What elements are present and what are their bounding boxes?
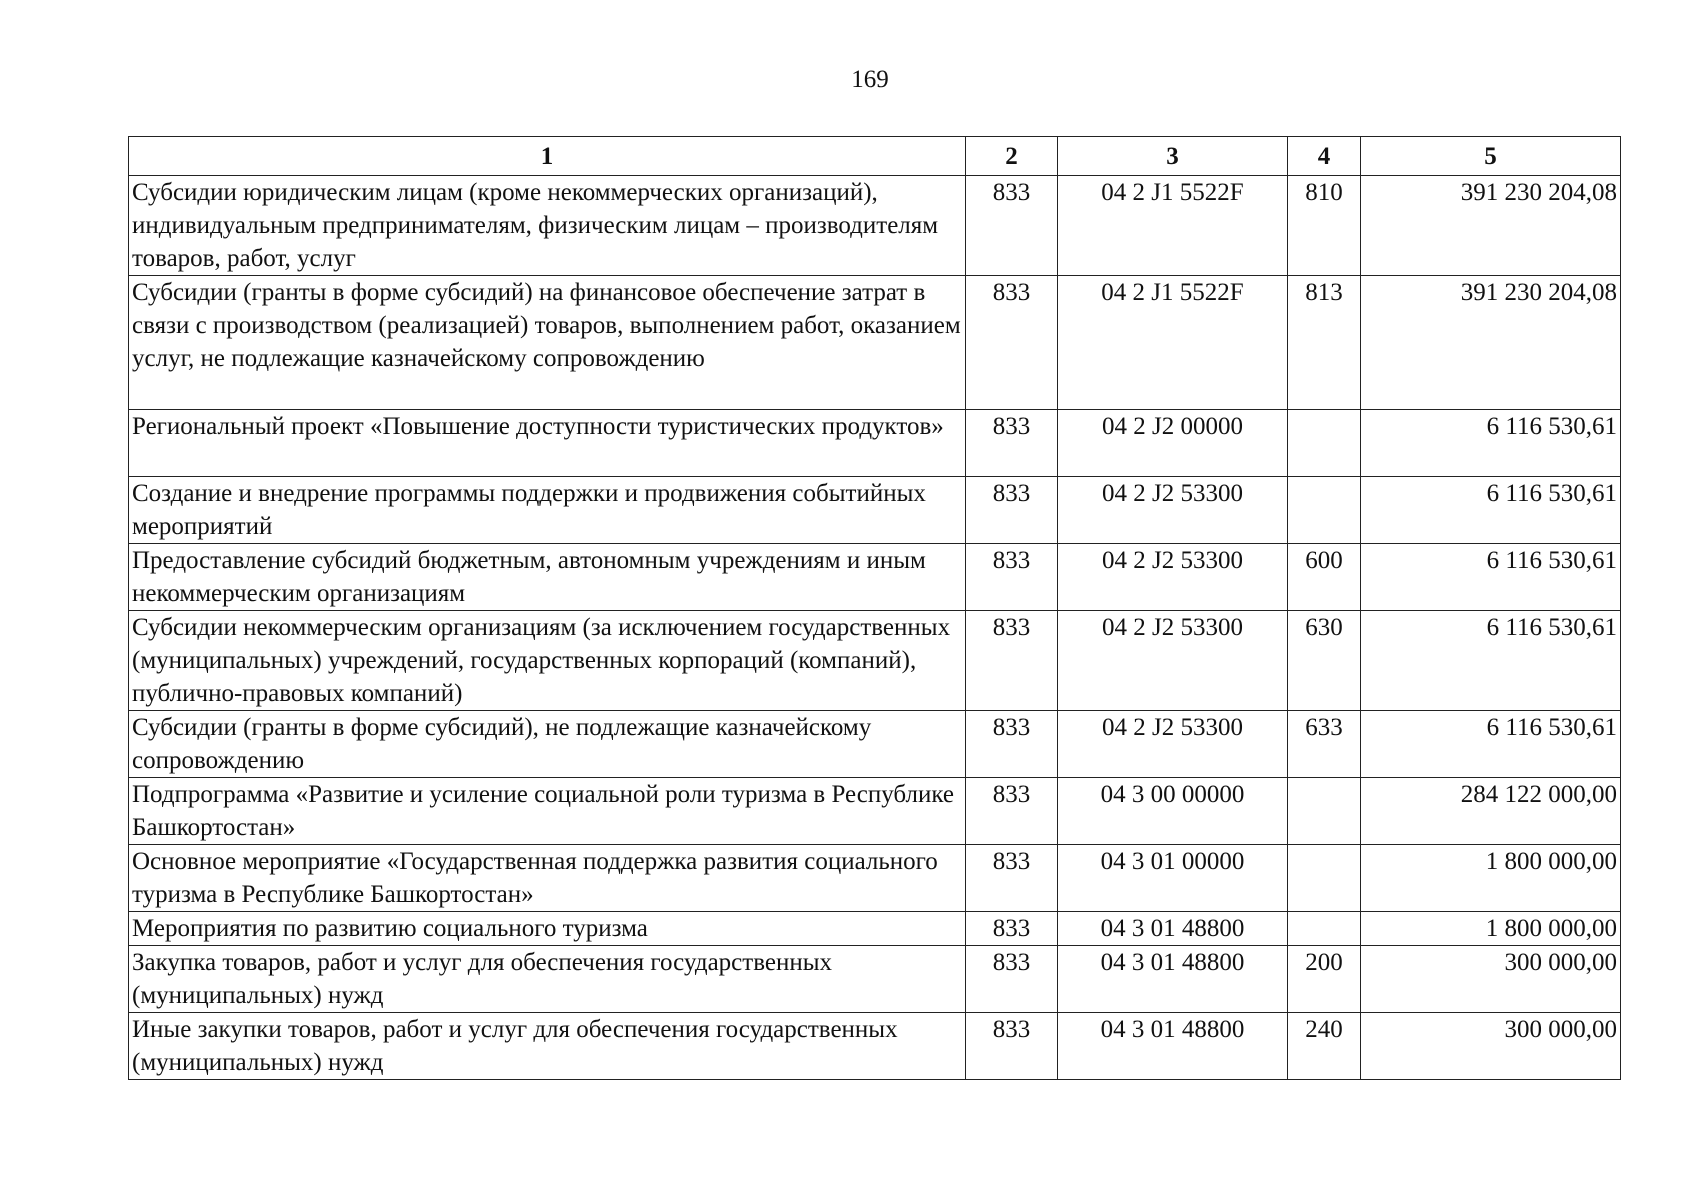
row-type-cell — [1288, 845, 1361, 912]
row-target-cell: 04 2 J2 53300 — [1058, 711, 1288, 778]
table-row — [129, 176, 1621, 276]
table-row — [129, 912, 1621, 946]
row-type-cell — [1288, 477, 1361, 544]
row-amount-cell: 300 000,00 — [1361, 946, 1621, 1013]
row-type-cell: 240 — [1288, 1013, 1361, 1080]
row-name-cell: Иные закупки товаров, работ и услуг для обеспечения государственных (муниципальных) нужд — [129, 1013, 966, 1080]
row-code-cell: 833 — [966, 946, 1058, 1013]
row-type-cell — [1288, 778, 1361, 845]
row-name-cell: Региональный проект «Повышение доступности туристических продуктов» — [129, 410, 966, 477]
row-amount-cell: 6 116 530,61 — [1361, 410, 1621, 477]
row-name-cell: Субсидии некоммерческим организациям (за исключением государственных (муниципальных) учреждений, государственных корпораций (компаний), публично-правовых компаний) — [129, 611, 966, 711]
row-code-cell: 833 — [966, 544, 1058, 611]
row-target-cell: 04 2 J2 00000 — [1058, 410, 1288, 477]
table-row — [129, 611, 1621, 711]
row-code-cell: 833 — [966, 845, 1058, 912]
row-code-cell: 833 — [966, 477, 1058, 544]
table-row — [129, 477, 1621, 544]
table-row — [129, 845, 1621, 912]
row-name-cell: Создание и внедрение программы поддержки и продвижения событийных мероприятий — [129, 477, 966, 544]
column-header-2: 2 — [966, 137, 1058, 176]
column-header-1: 1 — [129, 137, 966, 176]
column-header-4: 4 — [1288, 137, 1361, 176]
row-target-cell: 04 3 01 48800 — [1058, 946, 1288, 1013]
table-row — [129, 544, 1621, 611]
column-header-3: 3 — [1058, 137, 1288, 176]
row-target-cell: 04 2 J2 53300 — [1058, 477, 1288, 544]
column-header-5: 5 — [1361, 137, 1621, 176]
table-row — [129, 778, 1621, 845]
row-amount-cell: 6 116 530,61 — [1361, 611, 1621, 711]
row-target-cell: 04 2 J1 5522F — [1058, 176, 1288, 276]
row-target-cell: 04 3 01 48800 — [1058, 1013, 1288, 1080]
row-name-cell: Субсидии (гранты в форме субсидий) на финансовое обеспечение затрат в связи с производством (реализацией) товаров, выполнением работ, оказанием услуг, не подлежащие казначейскому сопровождению — [129, 276, 966, 410]
row-target-cell: 04 2 J1 5522F — [1058, 276, 1288, 410]
row-code-cell: 833 — [966, 778, 1058, 845]
row-amount-cell: 300 000,00 — [1361, 1013, 1621, 1080]
row-amount-cell: 6 116 530,61 — [1361, 711, 1621, 778]
row-code-cell: 833 — [966, 410, 1058, 477]
row-type-cell: 813 — [1288, 276, 1361, 410]
row-type-cell: 810 — [1288, 176, 1361, 276]
table-header-row — [129, 137, 1621, 176]
row-name-cell: Субсидии (гранты в форме субсидий), не подлежащие казначейскому сопровождению — [129, 711, 966, 778]
row-code-cell: 833 — [966, 1013, 1058, 1080]
table-row — [129, 711, 1621, 778]
row-code-cell: 833 — [966, 711, 1058, 778]
row-type-cell: 200 — [1288, 946, 1361, 1013]
row-name-cell: Основное мероприятие «Государственная поддержка развития социального туризма в Республике Башкортостан» — [129, 845, 966, 912]
row-amount-cell: 391 230 204,08 — [1361, 176, 1621, 276]
budget-table — [128, 136, 1621, 1080]
page-number: 169 — [851, 66, 889, 93]
row-type-cell — [1288, 410, 1361, 477]
row-type-cell: 600 — [1288, 544, 1361, 611]
row-code-cell: 833 — [966, 276, 1058, 410]
row-target-cell: 04 3 00 00000 — [1058, 778, 1288, 845]
row-amount-cell: 284 122 000,00 — [1361, 778, 1621, 845]
row-type-cell: 630 — [1288, 611, 1361, 711]
row-target-cell: 04 2 J2 53300 — [1058, 611, 1288, 711]
row-name-cell: Закупка товаров, работ и услуг для обеспечения государственных (муниципальных) нужд — [129, 946, 966, 1013]
row-name-cell: Мероприятия по развитию социального туризма — [129, 912, 966, 946]
row-amount-cell: 6 116 530,61 — [1361, 477, 1621, 544]
row-code-cell: 833 — [966, 912, 1058, 946]
row-target-cell: 04 2 J2 53300 — [1058, 544, 1288, 611]
row-code-cell: 833 — [966, 176, 1058, 276]
row-code-cell: 833 — [966, 611, 1058, 711]
row-name-cell: Подпрограмма «Развитие и усиление социальной роли туризма в Республике Башкортостан» — [129, 778, 966, 845]
row-name-cell: Предоставление субсидий бюджетным, автономным учреждениям и иным некоммерческим организациям — [129, 544, 966, 611]
table-row — [129, 946, 1621, 1013]
row-name-cell: Субсидии юридическим лицам (кроме некоммерческих организаций), индивидуальным предпринимателям, физическим лицам – производителям товаров, работ, услуг — [129, 176, 966, 276]
row-amount-cell: 1 800 000,00 — [1361, 845, 1621, 912]
table-row — [129, 410, 1621, 477]
row-amount-cell: 6 116 530,61 — [1361, 544, 1621, 611]
row-amount-cell: 391 230 204,08 — [1361, 276, 1621, 410]
row-target-cell: 04 3 01 48800 — [1058, 912, 1288, 946]
row-amount-cell: 1 800 000,00 — [1361, 912, 1621, 946]
table-row — [129, 1013, 1621, 1080]
row-target-cell: 04 3 01 00000 — [1058, 845, 1288, 912]
row-type-cell — [1288, 912, 1361, 946]
row-type-cell: 633 — [1288, 711, 1361, 778]
table-row — [129, 276, 1621, 410]
